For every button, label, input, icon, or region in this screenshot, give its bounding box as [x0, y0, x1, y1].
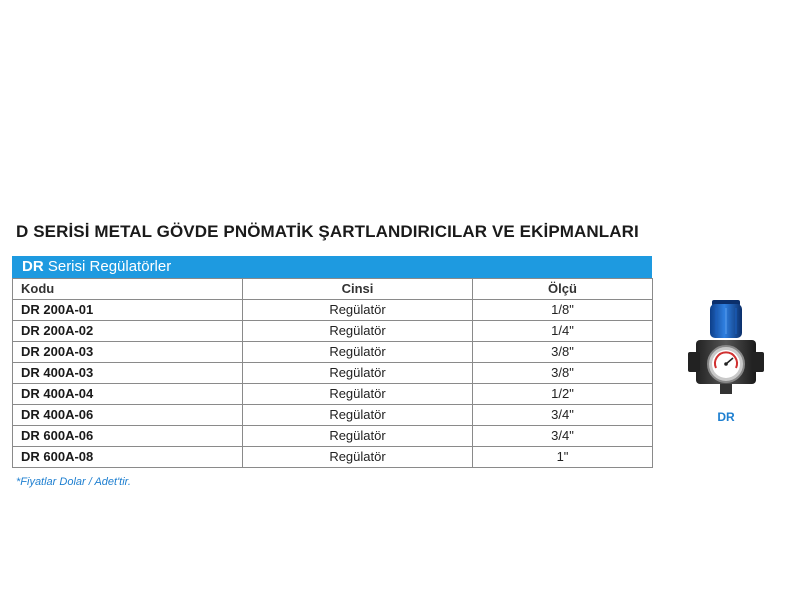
cell-code: DR 400A-04 — [13, 384, 243, 405]
column-header-code: Kodu — [13, 279, 243, 300]
cell-size: 1" — [473, 447, 653, 468]
cell-code: DR 400A-03 — [13, 363, 243, 384]
cell-type: Regülatör — [243, 405, 473, 426]
cell-type: Regülatör — [243, 342, 473, 363]
cell-size: 1/4" — [473, 321, 653, 342]
series-title: Serisi Regülatörler — [47, 258, 172, 275]
table-header-row — [13, 279, 653, 300]
cell-code: DR 200A-03 — [13, 342, 243, 363]
cell-size: 3/4" — [473, 405, 653, 426]
page-title: D SERİSİ METAL GÖVDE PNÖMATİK ŞARTLANDIRICILAR VE EKİPMANLARI — [16, 222, 639, 241]
product-table — [12, 256, 652, 468]
cell-code: DR 200A-02 — [13, 321, 243, 342]
cell-type: Regülatör — [243, 321, 473, 342]
table-row — [13, 342, 653, 363]
cell-type: Regülatör — [243, 384, 473, 405]
cell-code: DR 600A-08 — [13, 447, 243, 468]
column-header-type: Cinsi — [243, 279, 473, 300]
cell-size: 3/8" — [473, 342, 653, 363]
cell-type: Regülatör — [243, 426, 473, 447]
product-caption: DR — [717, 410, 735, 424]
table-row — [13, 405, 653, 426]
cell-code: DR 200A-01 — [13, 300, 243, 321]
cell-code: DR 600A-06 — [13, 426, 243, 447]
table-row — [13, 300, 653, 321]
series-banner — [12, 256, 652, 278]
cell-type: Regülatör — [243, 447, 473, 468]
pressure-regulator-icon — [686, 298, 766, 398]
cell-size: 1/2" — [473, 384, 653, 405]
table-row — [13, 321, 653, 342]
cell-type: Regülatör — [243, 363, 473, 384]
cell-size: 3/4" — [473, 426, 653, 447]
cell-size: 3/8" — [473, 363, 653, 384]
column-header-size: Ölçü — [473, 279, 653, 300]
cell-type: Regülatör — [243, 300, 473, 321]
cell-code: DR 400A-06 — [13, 405, 243, 426]
table-row — [13, 447, 653, 468]
table-row — [13, 384, 653, 405]
regulator-table — [12, 278, 653, 468]
series-code: DR — [22, 258, 44, 275]
price-note: *Fiyatlar Dolar / Adet'tir. — [16, 476, 131, 488]
table-row — [13, 363, 653, 384]
table-row — [13, 426, 653, 447]
cell-size: 1/8" — [473, 300, 653, 321]
